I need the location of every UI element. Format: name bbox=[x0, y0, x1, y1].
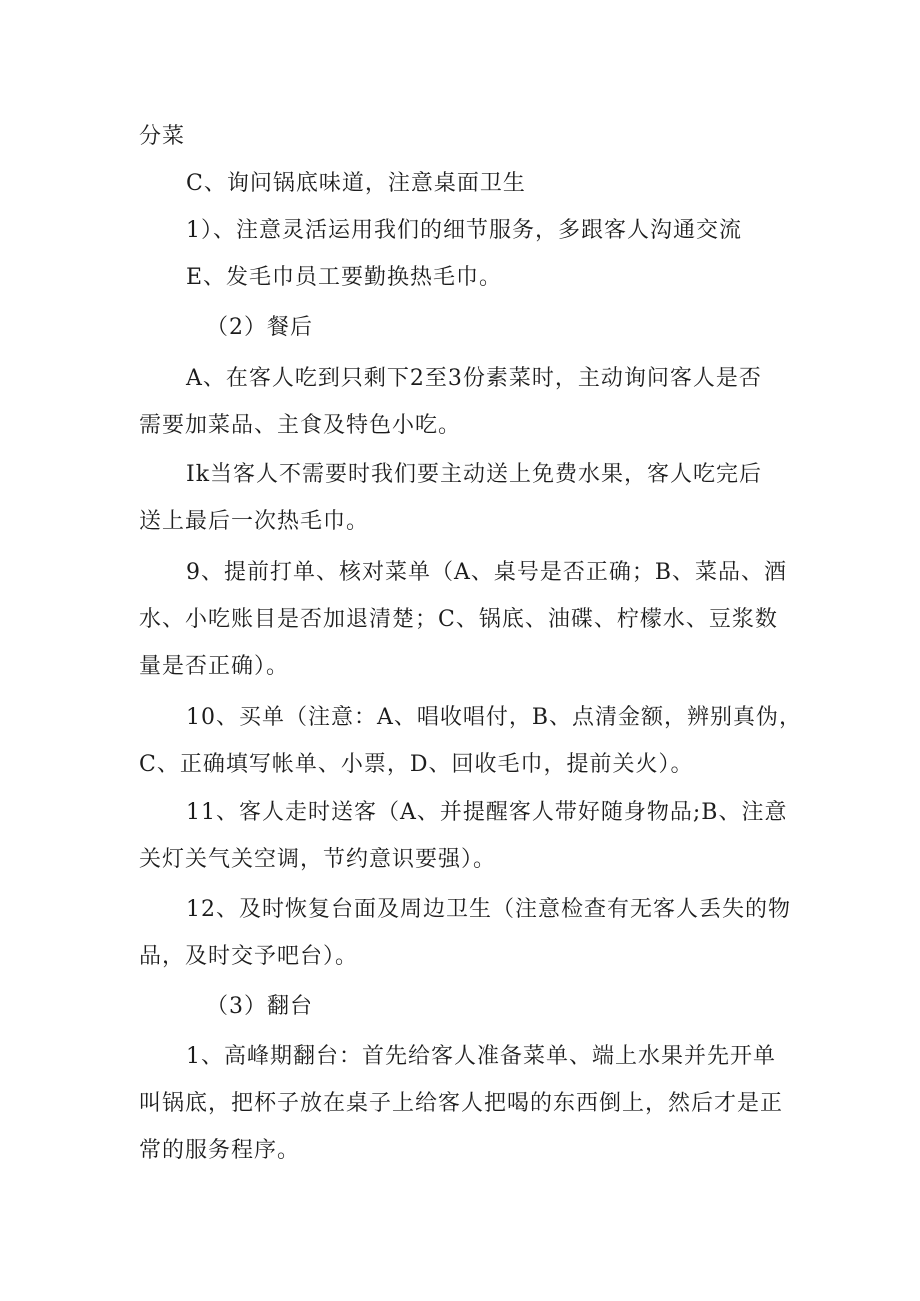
item-a-extra-dishes: A、在客人吃到只剩下2至3份素菜时，主动询问客人是否 bbox=[186, 366, 762, 391]
item-a-extra-dishes-cont: 需要加菜品、主食及特色小吃。 bbox=[139, 413, 462, 438]
section-heading-table-turnover: （3）翻台 bbox=[206, 994, 313, 1019]
item-1-peak-turnover: 1、高峰期翻台：首先给客人准备菜单、端上水果并先开单 bbox=[186, 1044, 776, 1069]
item-1-peak-turnover-cont-1: 叫锅底，把杯子放在桌子上给客人把喝的东西倒上，然后才是正 bbox=[139, 1091, 784, 1116]
item-c-check-broth: C、询问锅底味道，注意桌面卫生 bbox=[186, 171, 526, 196]
item-9-print-bill: 9、提前打单、核对菜单（A、桌号是否正确；B、菜品、酒 bbox=[186, 560, 788, 585]
section-heading-after-meal: （2）餐后 bbox=[206, 315, 313, 340]
item-1-detail-service: 1）、注意灵活运用我们的细节服务，多跟客人沟通交流 bbox=[186, 218, 742, 243]
item-e-towels: E、发毛巾员工要勤换热毛巾。 bbox=[186, 265, 503, 290]
item-10-payment-cont: C、正确填写帐单、小票，D、回收毛巾，提前关火）。 bbox=[139, 752, 694, 777]
item-free-fruit-cont: 送上最后一次热毛巾。 bbox=[139, 509, 370, 534]
item-9-print-bill-cont-1: 水、小吃账目是否加退清楚；C、锅底、油碟、柠檬水、豆浆数 bbox=[139, 607, 778, 632]
item-11-see-off-cont: 关灯关气关空调，节约意识要强）。 bbox=[139, 847, 497, 872]
item-11-see-off: 11、客人走时送客（A、并提醒客人带好随身物品;B、注意 bbox=[186, 800, 788, 825]
item-12-restore-table-cont: 品，及时交予吧台）。 bbox=[139, 944, 359, 969]
item-12-restore-table: 12、及时恢复台面及周边卫生（注意检查有无客人丢失的物 bbox=[186, 897, 791, 922]
item-9-print-bill-cont-2: 量是否正确）。 bbox=[139, 654, 290, 679]
continuation-line: 分菜 bbox=[139, 124, 186, 149]
item-10-payment: 10、买单（注意：A、唱收唱付，B、点清金额，辨别真伪， bbox=[186, 705, 803, 730]
item-1-peak-turnover-cont-2: 常的服务程序。 bbox=[139, 1138, 301, 1163]
item-free-fruit: Ik当客人不需要时我们要主动送上免费水果，客人吃完后 bbox=[186, 462, 763, 487]
